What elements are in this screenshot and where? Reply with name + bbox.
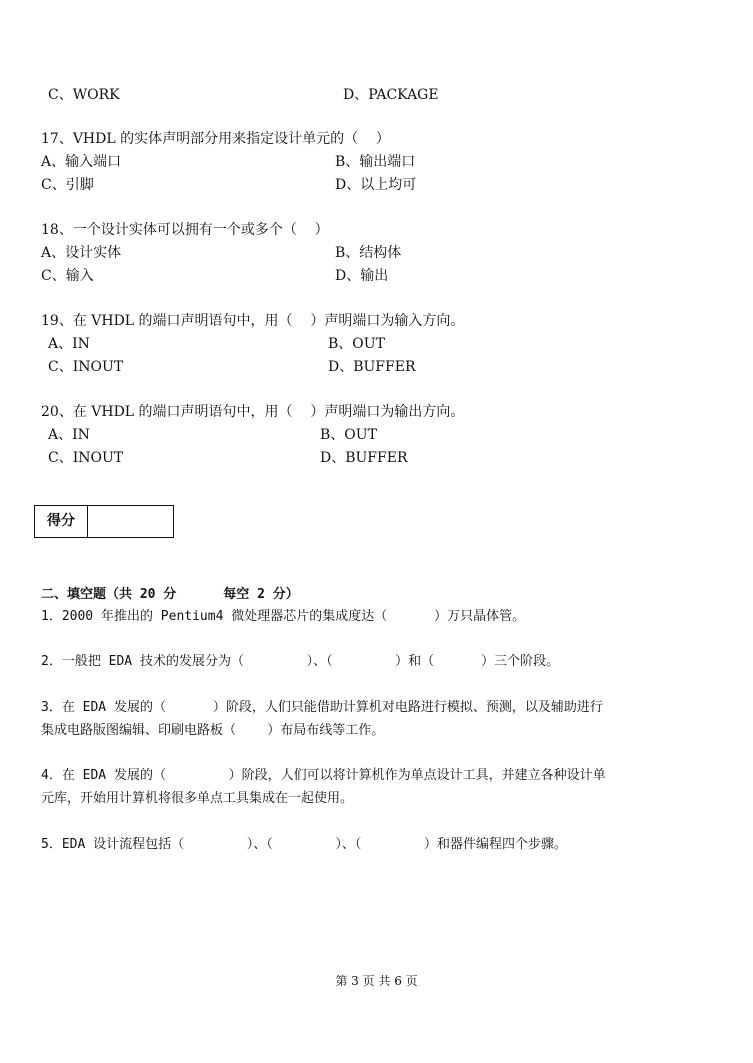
fill-q5: 5．EDA 设计流程包括（ ）、（ ）、（ ）和器件编程四个步骤。 bbox=[41, 837, 567, 852]
score-label: 得分 bbox=[35, 506, 88, 537]
page-footer: 第 3 页 共 6 页 bbox=[335, 974, 418, 988]
score-box bbox=[34, 505, 174, 538]
q17-option-b: B、输出端口 bbox=[335, 154, 416, 170]
fill-q3-line2: 集成电路版图编辑、印刷电路板（ ）布局布线等工作。 bbox=[41, 723, 385, 738]
q18-option-b: B、结构体 bbox=[335, 245, 402, 261]
q17-option-c: C、引脚 bbox=[41, 177, 94, 193]
q19-stem: 19、在 VHDL 的端口声明语句中，用（ ）声明端口为输入方向。 bbox=[41, 313, 465, 329]
q20-option-a: A、IN bbox=[48, 427, 90, 443]
q17-option-d: D、以上均可 bbox=[335, 177, 417, 193]
q17-stem: 17、VHDL 的实体声明部分用来指定设计单元的（ ） bbox=[41, 131, 390, 147]
q17-option-a: A、输入端口 bbox=[41, 154, 122, 170]
fill-q2: 2．一般把 EDA 技术的发展分为（ ）、（ ）和（ ）三个阶段。 bbox=[41, 654, 560, 669]
section2-title: 二、填空题（共 20 分 每空 2 分） bbox=[41, 587, 299, 602]
q19-option-c: C、INOUT bbox=[48, 359, 124, 375]
q18-option-d: D、输出 bbox=[335, 268, 389, 284]
fill-q4-line1: 4．在 EDA 发展的（ ）阶段，人们可以将计算机作为单点设计工具，并建立各种设计单 bbox=[41, 768, 606, 783]
q16-option-c: C、WORK bbox=[48, 87, 120, 103]
q20-option-c: C、INOUT bbox=[48, 450, 124, 466]
q19-option-b: B、OUT bbox=[328, 336, 385, 352]
fill-q1: 1．2000 年推出的 Pentium4 微处理器芯片的集成度达（ ）万只晶体管。 bbox=[41, 609, 526, 624]
q18-stem: 18、一个设计实体可以拥有一个或多个（ ） bbox=[41, 222, 329, 238]
q20-stem: 20、在 VHDL 的端口声明语句中，用（ ）声明端口为输出方向。 bbox=[41, 404, 465, 420]
q18-option-c: C、输入 bbox=[41, 268, 94, 284]
fill-q3-line1: 3．在 EDA 发展的（ ）阶段，人们只能借助计算机对电路进行模拟、预测，以及辅助进行 bbox=[41, 700, 603, 715]
q20-option-d: D、BUFFER bbox=[320, 450, 408, 466]
fill-q4-line2: 元库，开始用计算机将很多单点工具集成在一起使用。 bbox=[41, 791, 354, 806]
q20-option-b: B、OUT bbox=[320, 427, 377, 443]
score-value-cell[interactable] bbox=[88, 506, 173, 537]
q18-option-a: A、设计实体 bbox=[41, 245, 122, 261]
q19-option-a: A、IN bbox=[48, 336, 90, 352]
q16-option-d: D、PACKAGE bbox=[343, 87, 439, 103]
q19-option-d: D、BUFFER bbox=[328, 359, 416, 375]
